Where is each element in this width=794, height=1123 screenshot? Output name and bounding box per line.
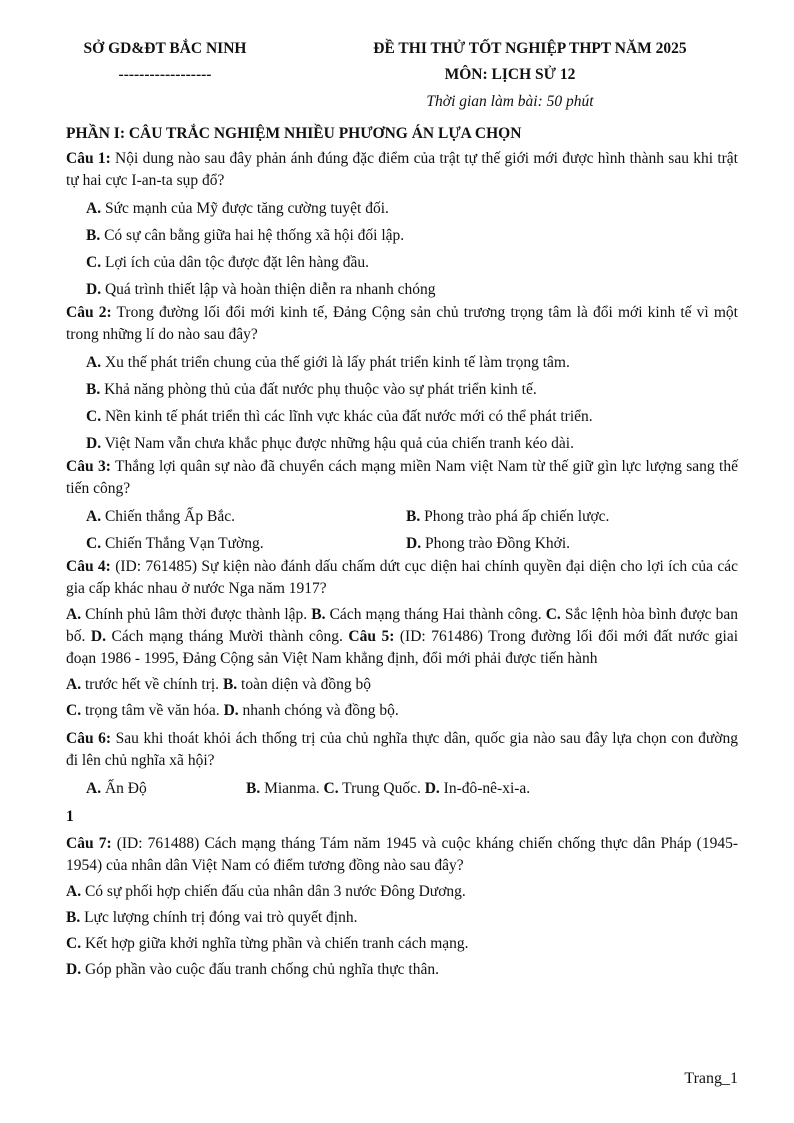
option-text: Phong trào phá ấp chiến lược.: [420, 508, 610, 525]
question-text: Nội dung nào sau đây phản ánh đúng đặc điểm của trật tự thế giới mới được hình thành sau khi trật tự hai cực I-an-ta sụp đổ?: [66, 150, 738, 189]
question-text: (ID: 761488) Cách mạng tháng Tám năm 1945 và cuộc kháng chiến chống thực dân Pháp (1945-1954) của nhân dân Việt Nam có điểm tương đồng nào sau đây?: [66, 835, 738, 874]
option-text: toàn diện và đồng bộ: [237, 676, 372, 693]
option-text: Trung Quốc.: [338, 780, 425, 797]
option-text: Góp phần vào cuộc đấu tranh chống chủ nghĩa thực thân.: [81, 961, 439, 978]
option-text: Ấn Độ: [101, 780, 147, 797]
option-letter: A.: [66, 883, 82, 900]
option-letter: A.: [66, 606, 82, 623]
option-letter: C.: [545, 606, 561, 623]
option-6a: [86, 779, 246, 799]
option-letter: A.: [86, 508, 102, 525]
option-text: Sắc lệnh hòa bình được ban bố.: [66, 606, 739, 645]
question-6: [66, 728, 738, 772]
option-letter: D.: [86, 281, 102, 298]
option-3c: [86, 534, 406, 554]
option-text: Sức mạnh của Mỹ được tăng cường tuyệt đối.: [101, 200, 389, 217]
option-2d: [86, 434, 738, 454]
option-letter: C.: [86, 254, 102, 271]
option-text: trước hết về chính trị.: [81, 676, 223, 693]
question-2: [66, 302, 738, 346]
question-7: [66, 833, 738, 877]
question-label: Câu 1:: [66, 150, 111, 167]
question-label: Câu 3:: [66, 458, 111, 475]
option-text: trọng tâm về văn hóa.: [81, 702, 224, 719]
question-text: (ID: 761485) Sự kiện nào đánh dấu chấm dứt cục diện hai chính quyền đại diện cho lợi ích của các gia cấp khác nhau ở nước Nga năm 1917?: [66, 558, 738, 597]
option-2c: [86, 407, 738, 427]
exam-body: [66, 124, 738, 981]
option-2a: [86, 353, 738, 373]
option-letter: B.: [222, 676, 238, 693]
option-letter: D.: [90, 628, 106, 645]
question-3: [66, 456, 738, 500]
header-dashes: ------------------: [118, 66, 212, 83]
option-7d: [66, 959, 738, 981]
question-text: Thắng lợi quân sự nào đã chuyển cách mạng miền Nam việt Nam từ thế giữ gìn lực lượng sang thế tiến công?: [66, 458, 738, 497]
question-label: Câu 6:: [66, 730, 112, 747]
header-org: SỞ GD&ĐT BẮC NINH: [83, 40, 247, 57]
option-letter: D.: [223, 702, 239, 719]
option-letter: C.: [86, 408, 102, 425]
question-label: Câu 5:: [348, 628, 395, 645]
section-title: PHẦN I: CÂU TRẮC NGHIỆM NHIỀU PHƯƠNG ÁN LỰA CHỌN: [66, 125, 522, 142]
exam-time: Thời gian làm bài: 50 phút: [426, 93, 594, 110]
option-text: Việt Nam vẫn chưa khắc phục được những hậu quả của chiến tranh kéo dài.: [101, 435, 574, 452]
option-text: Có sự cân bằng giữa hai hệ thống xã hội đối lập.: [100, 227, 405, 244]
option-letter: D.: [406, 535, 422, 552]
option-1a: [86, 199, 738, 219]
option-letter: D.: [66, 961, 82, 978]
options-row-5cd: [66, 700, 738, 722]
option-3a: [86, 507, 406, 527]
option-1d: [86, 280, 738, 300]
option-text: Kết hợp giữa khởi nghĩa từng phần và chiến tranh cách mạng.: [81, 935, 469, 952]
option-letter: B.: [311, 606, 326, 623]
option-letter: B.: [86, 227, 101, 244]
question-label: Câu 7:: [66, 835, 112, 852]
option-1c: [86, 253, 738, 273]
subject-title: MÔN: LỊCH SỬ 12: [444, 66, 576, 83]
option-letter: B.: [86, 381, 101, 398]
option-text: Lực lượng chính trị đóng vai trò quyết định.: [80, 909, 358, 926]
option-text: Chiến thắng Ấp Bắc.: [101, 508, 235, 525]
option-letter: C.: [66, 702, 82, 719]
page-marker: 1: [66, 808, 74, 825]
question-1: [66, 148, 738, 192]
option-text: Khả năng phòng thủ của đất nước phụ thuộc vào sự phát triển kinh tế.: [100, 381, 537, 398]
option-text: Có sự phối hợp chiến đấu của nhân dân 3 nước Đông Dương.: [81, 883, 466, 900]
question-label: Câu 4:: [66, 558, 111, 575]
option-text: nhanh chóng và đồng bộ.: [238, 702, 399, 719]
question-4: [66, 556, 738, 600]
option-7a: [66, 881, 738, 903]
question-4-options-and-question-5: [66, 604, 738, 670]
option-6bcd: [246, 779, 530, 799]
options-row-6: [86, 779, 738, 799]
question-label: Câu 2:: [66, 304, 112, 321]
option-text: Cách mạng tháng Mười thành công.: [105, 628, 349, 645]
option-text: Quá trình thiết lập và hoàn thiện diễn ra nhanh chóng: [101, 281, 436, 298]
question-text: Sau khi thoát khỏi ách thống trị của chủ nghĩa thực dân, quốc gia nào sau đây lựa chọn con đường đi lên chủ nghĩa xã hội?: [66, 730, 738, 769]
option-letter: A.: [86, 780, 102, 797]
options-row-3ab: [86, 507, 738, 527]
option-letter: D.: [86, 435, 102, 452]
exam-title: ĐỀ THI THỬ TỐT NGHIỆP THPT NĂM 2025: [373, 40, 687, 57]
page-footer: Trang_1: [684, 1070, 738, 1087]
option-7b: [66, 907, 738, 929]
option-3d: [406, 534, 726, 554]
option-letter: A.: [86, 354, 102, 371]
option-text: Chính phủ lâm thời được thành lập.: [81, 606, 312, 623]
option-2b: [86, 380, 738, 400]
option-letter: D.: [424, 780, 440, 797]
question-text: (ID: 761486) Trong đường lối đổi mới đất nước giai đoạn 1986 - 1995, Đảng Cộng sản Việt Nam khẳng định, đổi mới phải được tiến hành: [66, 628, 739, 667]
option-text: Lợi ích của dân tộc được đặt lên hàng đầu.: [101, 254, 370, 271]
option-letter: C.: [66, 935, 82, 952]
option-letter: B.: [406, 508, 421, 525]
option-text: Phong trào Đồng Khởi.: [421, 535, 571, 552]
option-letter: C.: [86, 535, 102, 552]
option-3b: [406, 507, 726, 527]
option-1b: [86, 226, 738, 246]
options-row-5ab: [66, 674, 738, 696]
option-text: Cách mạng tháng Hai thành công.: [325, 606, 546, 623]
options-row-3cd: [86, 534, 738, 554]
question-text: Trong đường lối đổi mới kinh tế, Đảng Cộng sản chủ trương trọng tâm là đổi mới kinh tế vì một trong những lí do nào sau đây?: [66, 304, 738, 343]
option-letter: C.: [323, 780, 339, 797]
option-text: Chiến Thắng Vạn Tường.: [101, 535, 264, 552]
option-letter: A.: [86, 200, 102, 217]
option-letter: A.: [66, 676, 82, 693]
option-text: In-đô-nê-xi-a.: [439, 780, 531, 797]
option-letter: B.: [246, 780, 261, 797]
option-letter: B.: [66, 909, 81, 926]
option-text: Nền kinh tế phát triển thì các lĩnh vực khác của đất nước mới có thể phát triển.: [101, 408, 593, 425]
option-text: Xu thế phát triển chung của thế giới là lấy phát triển kinh tế làm trọng tâm.: [101, 354, 570, 371]
option-7c: [66, 933, 738, 955]
option-text: Mianma.: [260, 780, 324, 797]
